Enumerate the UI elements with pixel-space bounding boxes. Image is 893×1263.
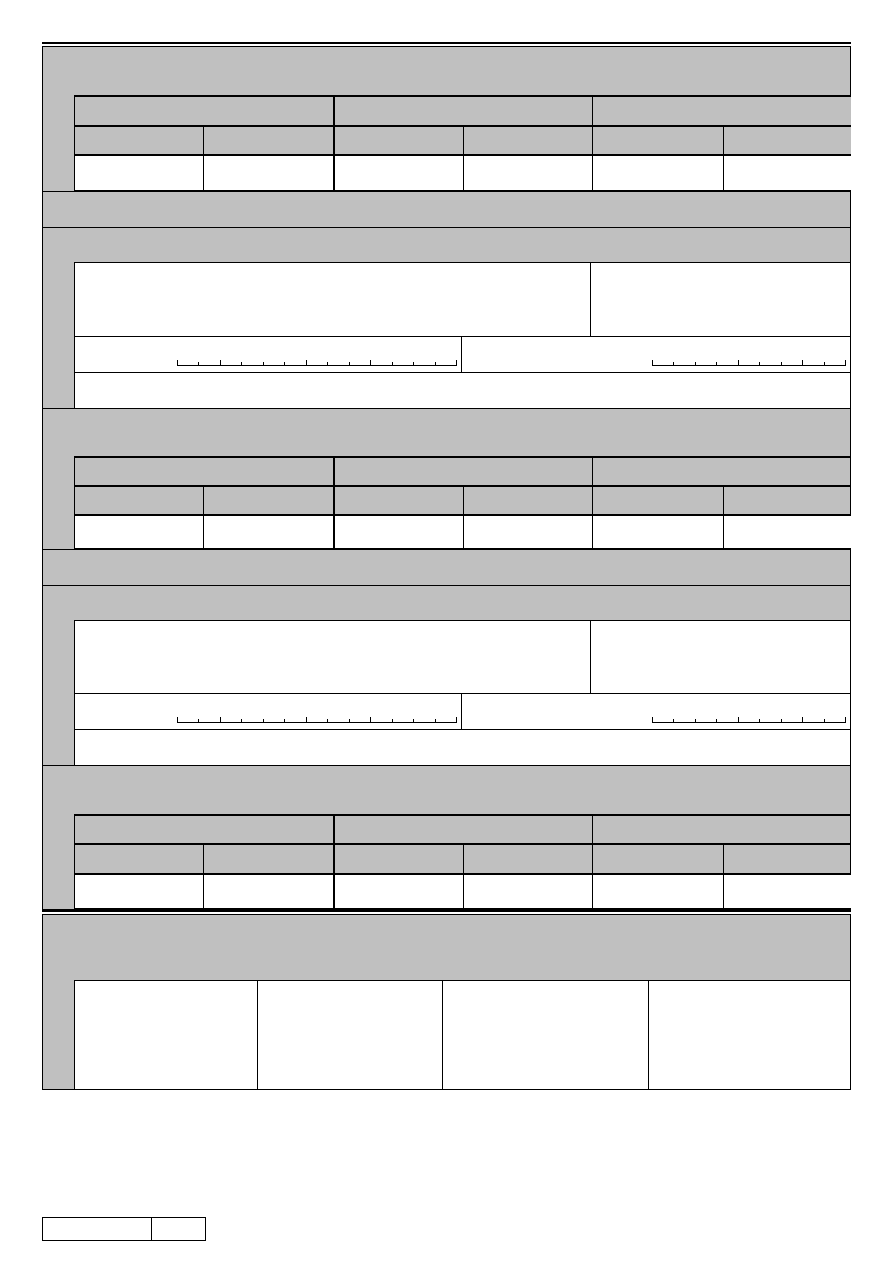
top-rule xyxy=(42,42,851,44)
side-text-field[interactable] xyxy=(590,620,851,694)
signature-cell[interactable] xyxy=(442,980,649,1090)
ruler-field-left[interactable] xyxy=(74,336,462,373)
separator-bar-2 xyxy=(42,549,851,586)
table-grid-3 xyxy=(74,814,851,910)
page-footer-box xyxy=(42,1217,206,1241)
side-text-field[interactable] xyxy=(590,262,851,337)
table-grid-1 xyxy=(74,95,851,192)
separator-bar-1 xyxy=(42,191,851,228)
main-text-field[interactable] xyxy=(74,620,591,694)
ruler-field-right[interactable] xyxy=(461,336,851,373)
main-text-field[interactable] xyxy=(74,262,591,337)
text-block-1 xyxy=(74,262,851,409)
ruler-field-right[interactable] xyxy=(461,693,851,730)
table-grid-2 xyxy=(74,456,851,550)
section-divider xyxy=(42,910,851,912)
scale-ruler-right xyxy=(652,360,846,366)
footer-text-field[interactable] xyxy=(74,729,851,766)
signature-cell[interactable] xyxy=(648,980,851,1090)
scale-ruler-right xyxy=(652,717,846,723)
signature-cell[interactable] xyxy=(74,980,258,1090)
ruler-field-left[interactable] xyxy=(74,693,462,730)
signature-grid xyxy=(74,980,851,1090)
footer-text-field[interactable] xyxy=(74,372,851,409)
scale-ruler-left xyxy=(177,360,457,366)
scale-ruler-left xyxy=(177,717,457,723)
text-block-2 xyxy=(74,620,851,766)
signature-cell[interactable] xyxy=(257,980,443,1090)
